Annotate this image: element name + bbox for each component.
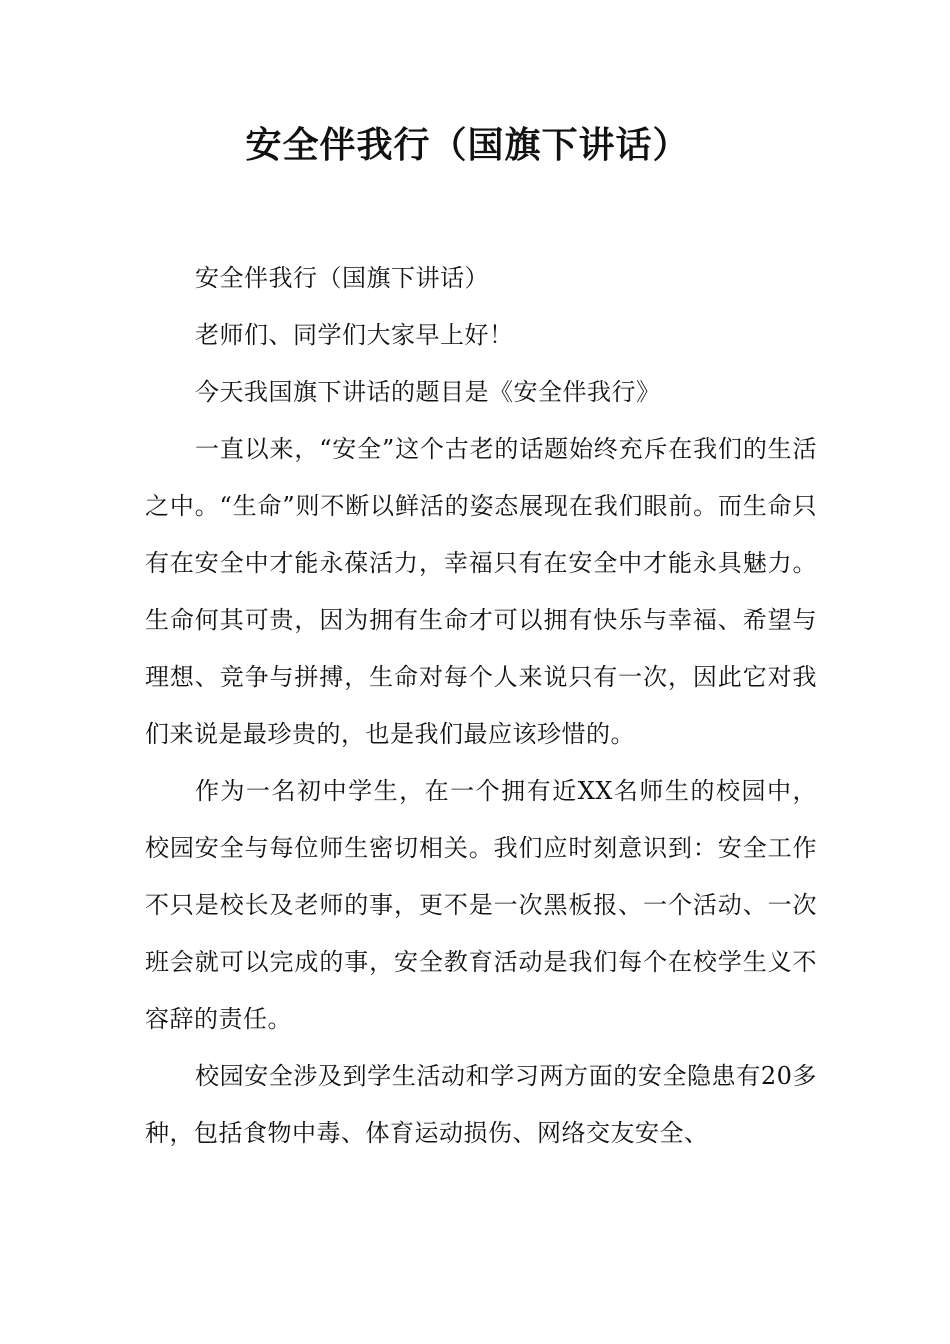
paragraph-topic: 今天我国旗下讲话的题目是《安全伴我行》	[195, 378, 661, 406]
document-title: 安全伴我行（国旗下讲话）	[245, 124, 690, 166]
paragraph-student-responsibility: 作为一名初中学生，在一个拥有近XX名师生的校园中，校园安全与每位师生密切相关。我们应时刻意识到：安全工作不只是校长及老师的事，更不是一次黑板报、一个活动、一次班会就可以完成的事，安全教育活动是我们每个在校学生义不容辞的责任。	[145, 777, 817, 1033]
document-body	[145, 250, 817, 1162]
paragraph-greeting: 老师们、同学们大家早上好！	[195, 321, 514, 349]
paragraph-campus-hazards: 校园安全涉及到学生活动和学习两方面的安全隐患有20多种，包括食物中毒、体育运动损伤、网络交友安全、	[145, 1062, 817, 1147]
paragraph-life-safety: 一直以来，“安全”这个古老的话题始终充斥在我们的生活之中。“生命”则不断以鲜活的姿态展现在我们眼前。而生命只有在安全中才能永葆活力，幸福只有在安全中才能永具魅力。生命何其可贵，因为拥有生命才可以拥有快乐与幸福、希望与理想、竞争与拼搏，生命对每个人来说只有一次，因此它对我们来说是最珍贵的，也是我们最应该珍惜的。	[145, 435, 817, 748]
paragraph-heading-repeat: 安全伴我行（国旗下讲话）	[195, 264, 489, 292]
